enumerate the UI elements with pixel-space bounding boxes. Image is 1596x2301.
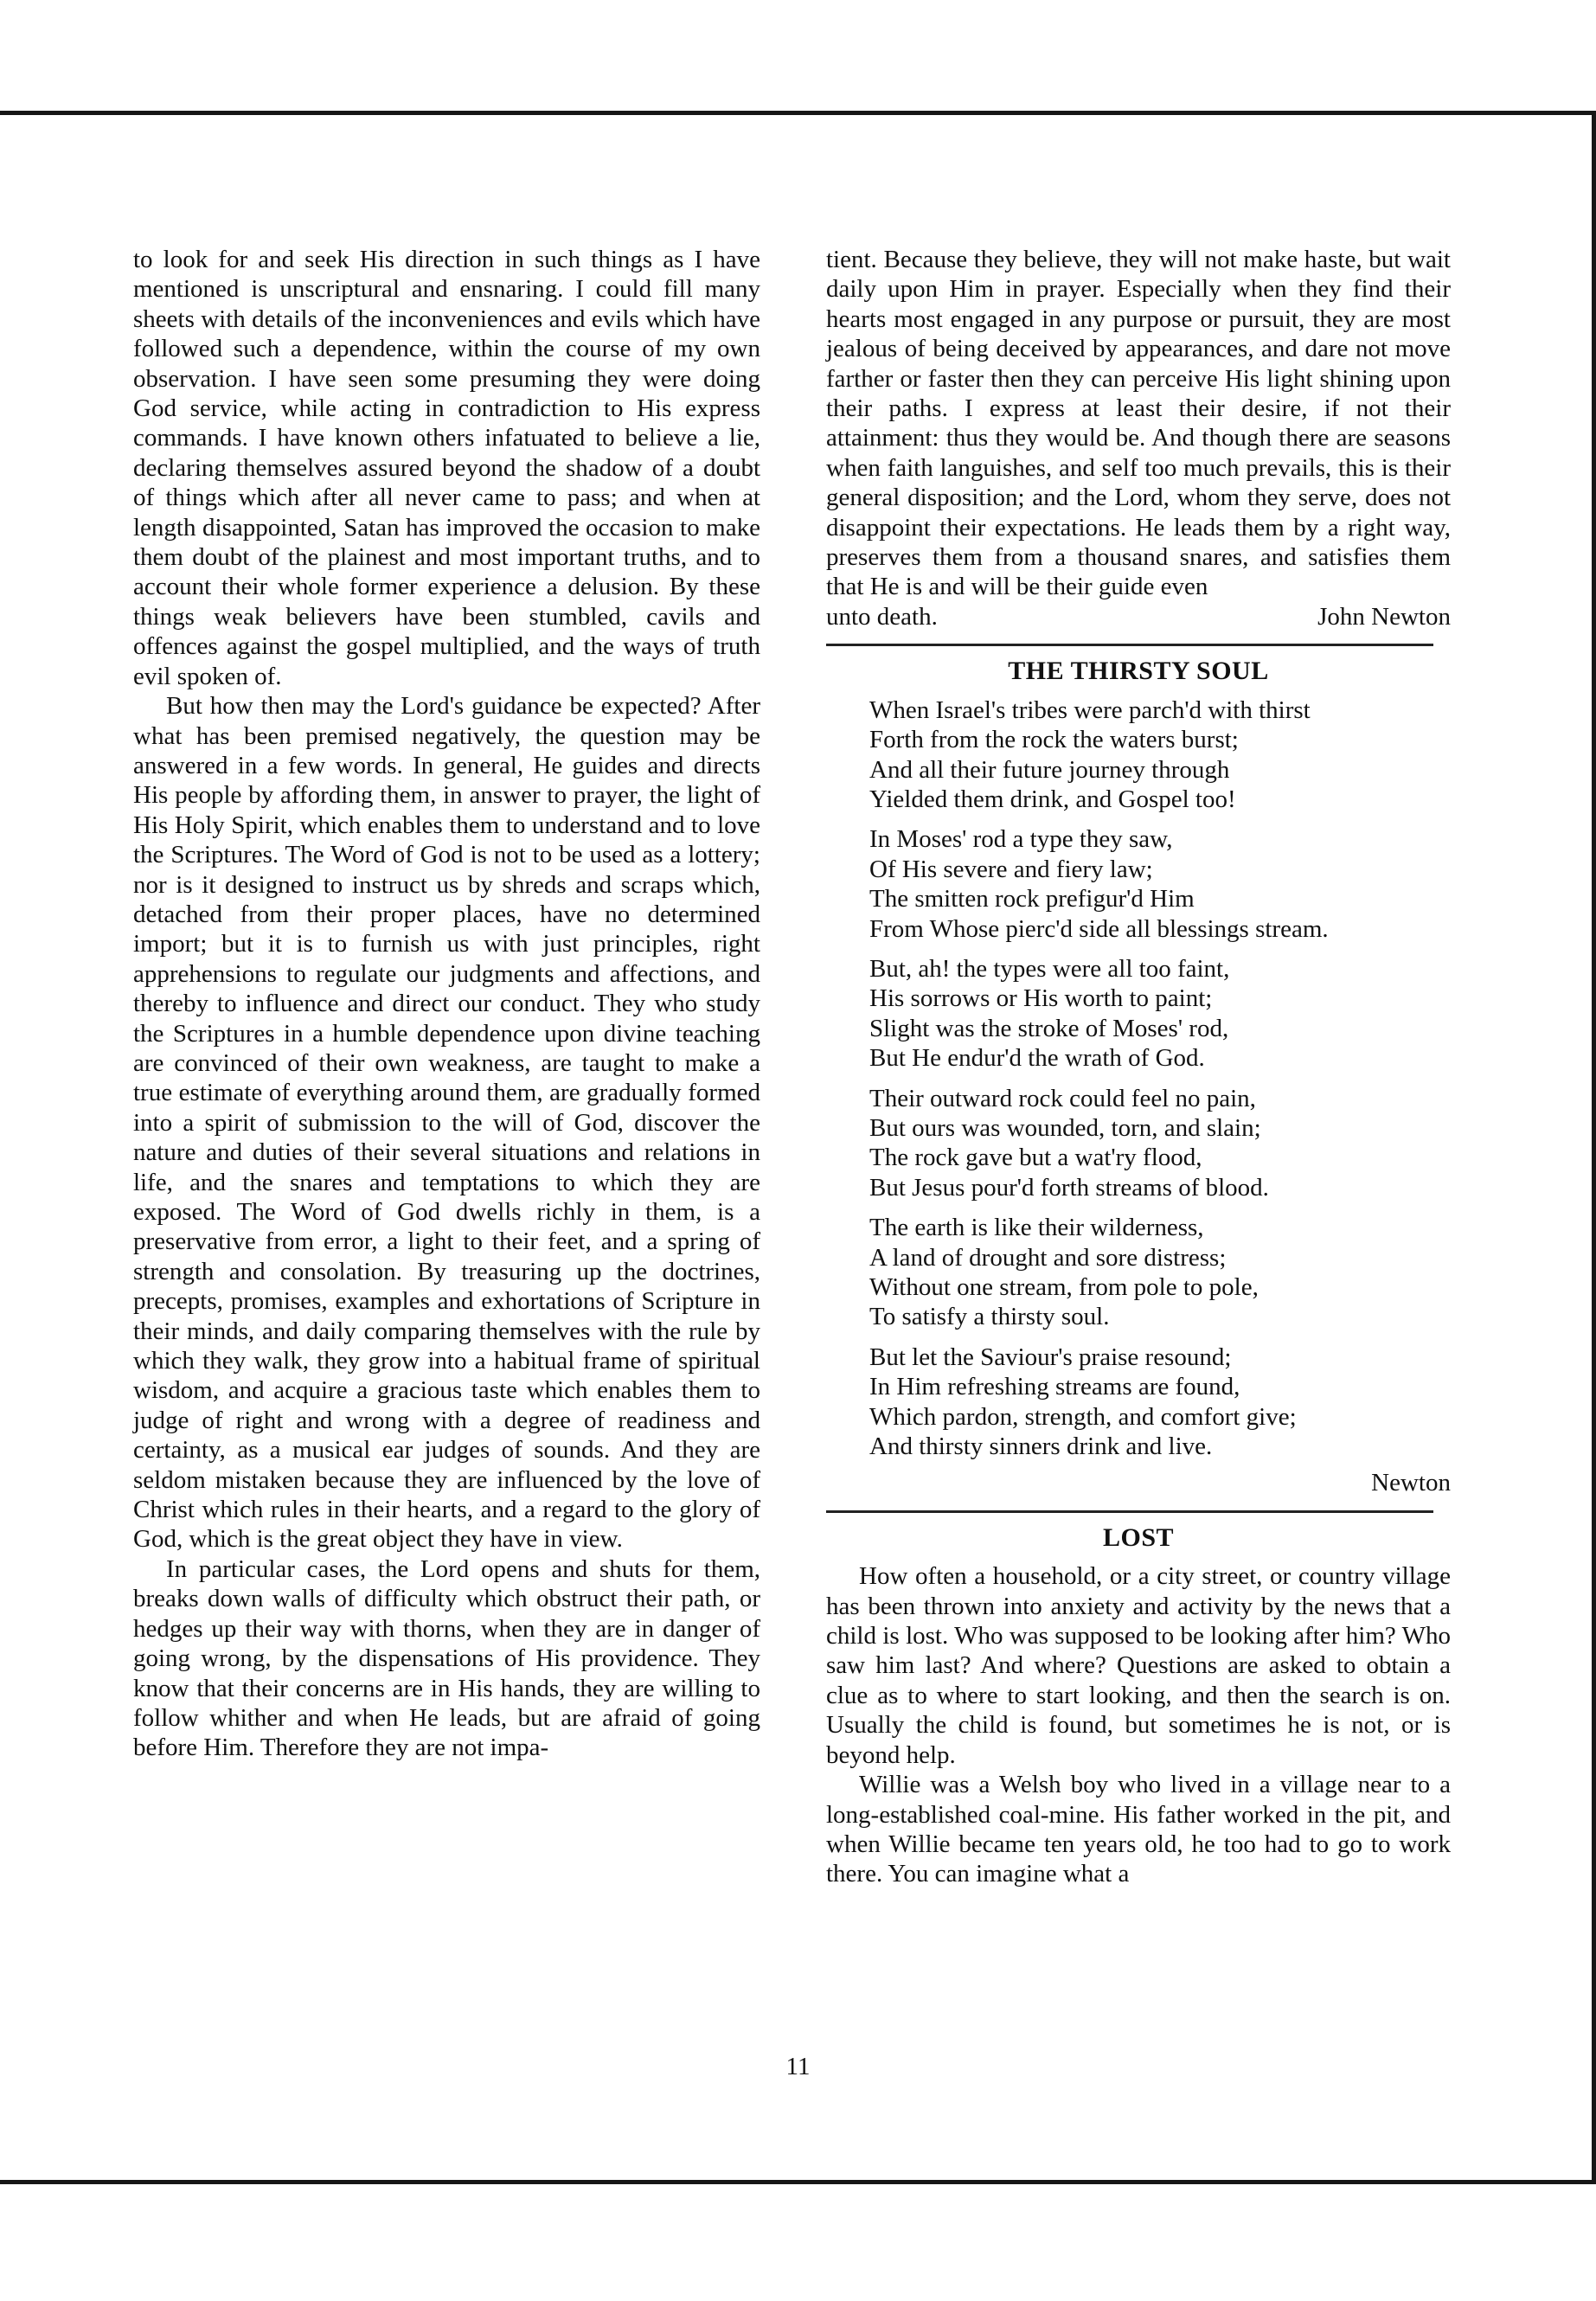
poem-line: His sorrows or His worth to paint; — [869, 984, 1213, 1013]
poem-line: But, ah! the types were all too faint, — [869, 954, 1230, 983]
closing-text: unto death. — [826, 602, 938, 631]
article-author: John Newton — [1317, 602, 1451, 631]
article-title: LOST — [1102, 1522, 1175, 1552]
poem-stanza — [869, 954, 1451, 1074]
paragraph: How often a household, or a city street, or country village has been thrown into anxiety and activity by the news that a child is lost. Who was supposed to be looking after him? Who saw him last? And where? Questions are asked to obtain a clue as to where to start looking, and then the search is on. Usually the child is found, but sometimes he is not, or is beyond help. — [826, 1562, 1451, 1769]
right-column — [826, 245, 1451, 1889]
poem-stanza — [869, 824, 1451, 944]
left-column — [133, 245, 760, 1763]
poem-line: Slight was the stroke of Moses' rod, — [869, 1014, 1229, 1042]
poem-line: From Whose pierc'd side all blessings stream. — [869, 914, 1329, 943]
poem-line: When Israel's tribes were parch'd with thirst — [869, 695, 1311, 724]
paragraph: In particular cases, the Lord opens and shuts for them, breaks down walls of difficulty which obstruct their path, or hedges up their way with thorns, when they are in danger of going wrong, by the dispensations of His providence. They know that their concerns are in His hands, they are willing to follow whither and when He leads, but are afraid of going before Him. Therefore they are not impa- — [133, 1554, 760, 1762]
poem-line: A land of drought and sore distress; — [869, 1243, 1227, 1272]
poem-line: Yielded them drink, and Gospel too! — [869, 785, 1236, 813]
poem-line: Without one stream, from pole to pole, — [869, 1273, 1259, 1301]
signature-line — [826, 602, 1451, 631]
poem-line: Forth from the rock the waters burst; — [869, 726, 1239, 754]
poem-author: Newton — [1371, 1469, 1451, 1497]
poem-line: But ours was wounded, torn, and slain; — [869, 1113, 1261, 1142]
poem-line: The earth is like their wilderness, — [869, 1214, 1204, 1242]
poem-line: In Him refreshing streams are found, — [869, 1373, 1240, 1401]
poem-line: Of His severe and fiery law; — [869, 855, 1153, 883]
poem-stanza — [869, 695, 1451, 815]
paragraph: tient. Because they believe, they will not make haste, but wait daily upon Him in prayer. Especially when they find their hearts most engaged in any purpose or pursuit, they are most jealous of being deceived by appearances, and dare not move farther or faster then they can perceive His light shining upon their paths. I express at least their desire, if not their attainment: thus they would be. And though there are seasons when faith languishes, and self too much prevails, this is their general disposition; and the Lord, whom they serve, does not disappoint their expectations. He leads them by a right way, preserves them from a thousand snares, and satisfies them that He is and will be their guide even — [826, 246, 1451, 601]
poem-line: And all their future journey through — [869, 755, 1230, 784]
poem-line: To satisfy a thirsty soul. — [869, 1303, 1110, 1331]
poem-stanza — [869, 1343, 1451, 1462]
paragraph: Willie was a Welsh boy who lived in a village near to a long-established coal-mine. His father worked in the pit, and when Willie became ten years old, he too had to go to work there. You can imagine what a — [826, 1771, 1451, 1888]
poem-line: But Jesus pour'd forth streams of blood. — [869, 1173, 1269, 1202]
poem-line: Their outward rock could feel no pain, — [869, 1084, 1256, 1112]
section-divider — [826, 644, 1433, 646]
poem-line: Which pardon, strength, and comfort give; — [869, 1402, 1297, 1431]
poem-title: THE THIRSTY SOUL — [1008, 657, 1269, 686]
paragraph: to look for and seek His direction in such things as I have mentioned is unscriptural and ensnaring. I could fill many sheets with details of the inconveniences and evils which have followed such a dependence, within the course of my own observation. I have seen some presuming they were doing God service, while acting in contradiction to His express commands. I have known others infatuated to believe a lie, declaring themselves assured beyond the shadow of a doubt of things which after all never came to pass; and when at length disappointed, Satan has improved the occasion to make them doubt of the plainest and most important truths, and to account their whole former experience a delusion. By these things weak believers have been stumbled, cavils and offences against the gospel multiplied, and the ways of truth evil spoken of. — [133, 246, 760, 690]
poem-line: But let the Saviour's praise resound; — [869, 1343, 1232, 1371]
page-number: 11 — [785, 2053, 811, 2080]
paragraph: But how then may the Lord's guidance be expected? After what has been premised negatively, the question may be answered in a few words. In general, He guides and directs His people by affording them, in answer to prayer, the light of His Holy Spirit, which enables them to understand and to love the Scriptures. The Word of God is not to be used as a lottery; nor is it designed to instruct us by shreds and scraps which, detached from their proper places, have no determined import; but it is to furnish us with just principles, right apprehensions to regulate our judgments and affections, and thereby to influence and direct our conduct. They who study the Scriptures in a humble dependence upon divine teaching are convinced of their own weakness, are taught to make a true estimate of everything around them, are gradually formed into a spirit of submission to the will of God, discover the nature and duties of their several situations and relations in life, and the snares and temptations to which they are exposed. The Word of God dwells richly in them, is a preservative from error, a light to their feet, and a spring of strength and consolation. By treasuring up the doctrines, precepts, promises, examples and exhortations of Scripture in their minds, and daily comparing themselves with the rule by which they walk, they grow into a habitual frame of spiritual wisdom, and acquire a gracious taste which enables them to judge of right and wrong with a degree of readiness and certainty, as a musical ear judges of sounds. And they are seldom mistaken because they are influenced by the love of Christ which rules in their hearts, and a regard to the glory of God, which is the great object they have in view. — [133, 692, 760, 1554]
page-edge-bottom — [0, 2180, 1596, 2184]
poem — [869, 695, 1451, 1462]
poem-stanza — [869, 1084, 1451, 1203]
page-edge-top — [0, 111, 1596, 115]
poem-line: The rock gave but a wat'ry flood, — [869, 1144, 1202, 1172]
page-edge-right — [1592, 111, 1596, 2184]
section-divider — [826, 1510, 1433, 1513]
poem-line: But He endur'd the wrath of God. — [869, 1044, 1205, 1073]
poem-line: In Moses' rod a type they saw, — [869, 825, 1173, 854]
poem-line: The smitten rock prefigur'd Him — [869, 885, 1195, 913]
poem-line: And thirsty sinners drink and live. — [869, 1433, 1213, 1461]
poem-stanza — [869, 1213, 1451, 1332]
